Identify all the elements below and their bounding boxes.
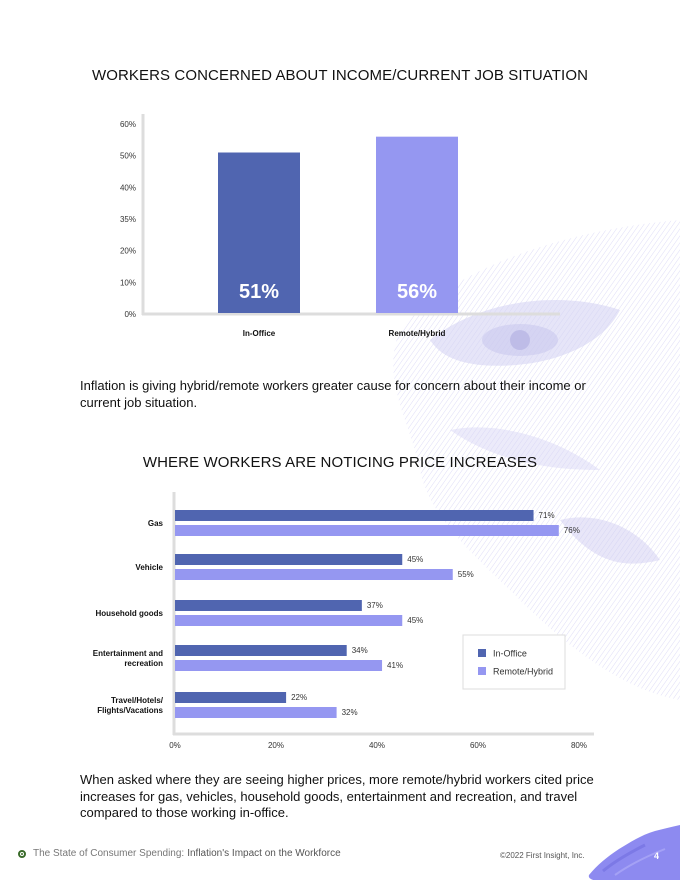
- y-tick-label: 10%: [119, 278, 136, 288]
- y-tick-label: 35%: [119, 215, 136, 224]
- bar-value-label: 45%: [407, 555, 424, 564]
- bar-remote-hybrid: [175, 707, 337, 718]
- y-tick-label: 20%: [119, 246, 136, 256]
- legend-swatch-remote-hybrid: [478, 667, 486, 675]
- price-increase-paragraph: When asked where they are seeing higher prices, more remote/hybrid workers cited price increases for gas, vehicles, household goods, entertainment and recreation, and travel compared to those working in-office.: [80, 772, 594, 820]
- bar-in-office: [175, 645, 347, 656]
- y-category-label: Vehicle: [135, 563, 163, 572]
- income-concern-paragraph: Inflation is giving hybrid/remote workers greater cause for concern about their income or current job situation.: [80, 378, 586, 410]
- bar-value-label: 76%: [563, 526, 580, 535]
- bar-in-office: [175, 692, 286, 703]
- x-tick-label: 40%: [368, 741, 386, 750]
- legend-label-remote-hybrid: Remote/Hybrid: [493, 666, 554, 677]
- y-category-label: Entertainment and recreation: [92, 649, 163, 668]
- x-category-label: In-Office: [242, 329, 276, 338]
- chart-title-income-concern: WORKERS CONCERNED ABOUT INCOME/CURRENT JOB SITUATION: [91, 67, 589, 84]
- bar-value-label: 32%: [341, 708, 358, 717]
- chart-title-price-increases: WHERE WORKERS ARE NOTICING PRICE INCREASES: [142, 454, 538, 471]
- bar-value-label: 71%: [538, 511, 555, 520]
- chart-legend: [463, 635, 565, 689]
- bar-in-office: [175, 510, 534, 521]
- x-tick-label: 60%: [469, 741, 487, 750]
- footer-copyright: ©2022 First Insight, Inc.: [500, 851, 585, 860]
- bar-remote-hybrid: [175, 660, 382, 671]
- bar-value-label: 34%: [351, 646, 368, 655]
- y-tick-label: 60%: [119, 120, 136, 129]
- y-tick-label: 0%: [124, 310, 136, 319]
- legend-swatch-in-office: [478, 649, 486, 657]
- y-category-label: Household goods: [95, 609, 163, 618]
- y-tick-label: 40%: [119, 183, 136, 193]
- footer-subtitle: Inflation's Impact on the Workforce: [187, 848, 341, 859]
- paint-brush-stroke: [585, 825, 680, 880]
- bar-remote-hybrid: [175, 525, 559, 536]
- y-category-label: Gas: [147, 519, 163, 528]
- x-tick-label: 20%: [267, 741, 285, 750]
- bar-value-label: 45%: [407, 616, 424, 625]
- x-category-label: Remote/Hybrid: [388, 329, 446, 338]
- footer-report-title: [18, 848, 341, 859]
- bar-value-label: 22%: [291, 693, 308, 702]
- bar-value-label: 55%: [457, 570, 474, 579]
- bar-value-label: 51%: [238, 281, 280, 303]
- x-tick-label: 80%: [570, 741, 588, 750]
- footer-title: The State of Consumer Spending:: [33, 848, 185, 859]
- bar-in-office: [175, 600, 362, 611]
- y-tick-label: 50%: [119, 151, 136, 161]
- bar-value-label: 56%: [396, 281, 438, 303]
- y-category-label: Travel/Hotels/ Flights/Vacations: [97, 696, 163, 715]
- price-increase-bar-chart: [0, 490, 680, 755]
- page-number: 4: [654, 851, 660, 861]
- bar-remote-hybrid: [175, 569, 453, 580]
- brand-dot-icon: [18, 850, 26, 858]
- bar-in-office: [175, 554, 402, 565]
- bar-value-label: 41%: [387, 661, 404, 670]
- bar-value-label: 37%: [366, 601, 383, 610]
- x-tick-label: 0%: [169, 741, 181, 750]
- bar-remote-hybrid: [175, 615, 402, 626]
- income-concern-bar-chart: [0, 100, 680, 350]
- legend-label-in-office: In-Office: [493, 648, 527, 659]
